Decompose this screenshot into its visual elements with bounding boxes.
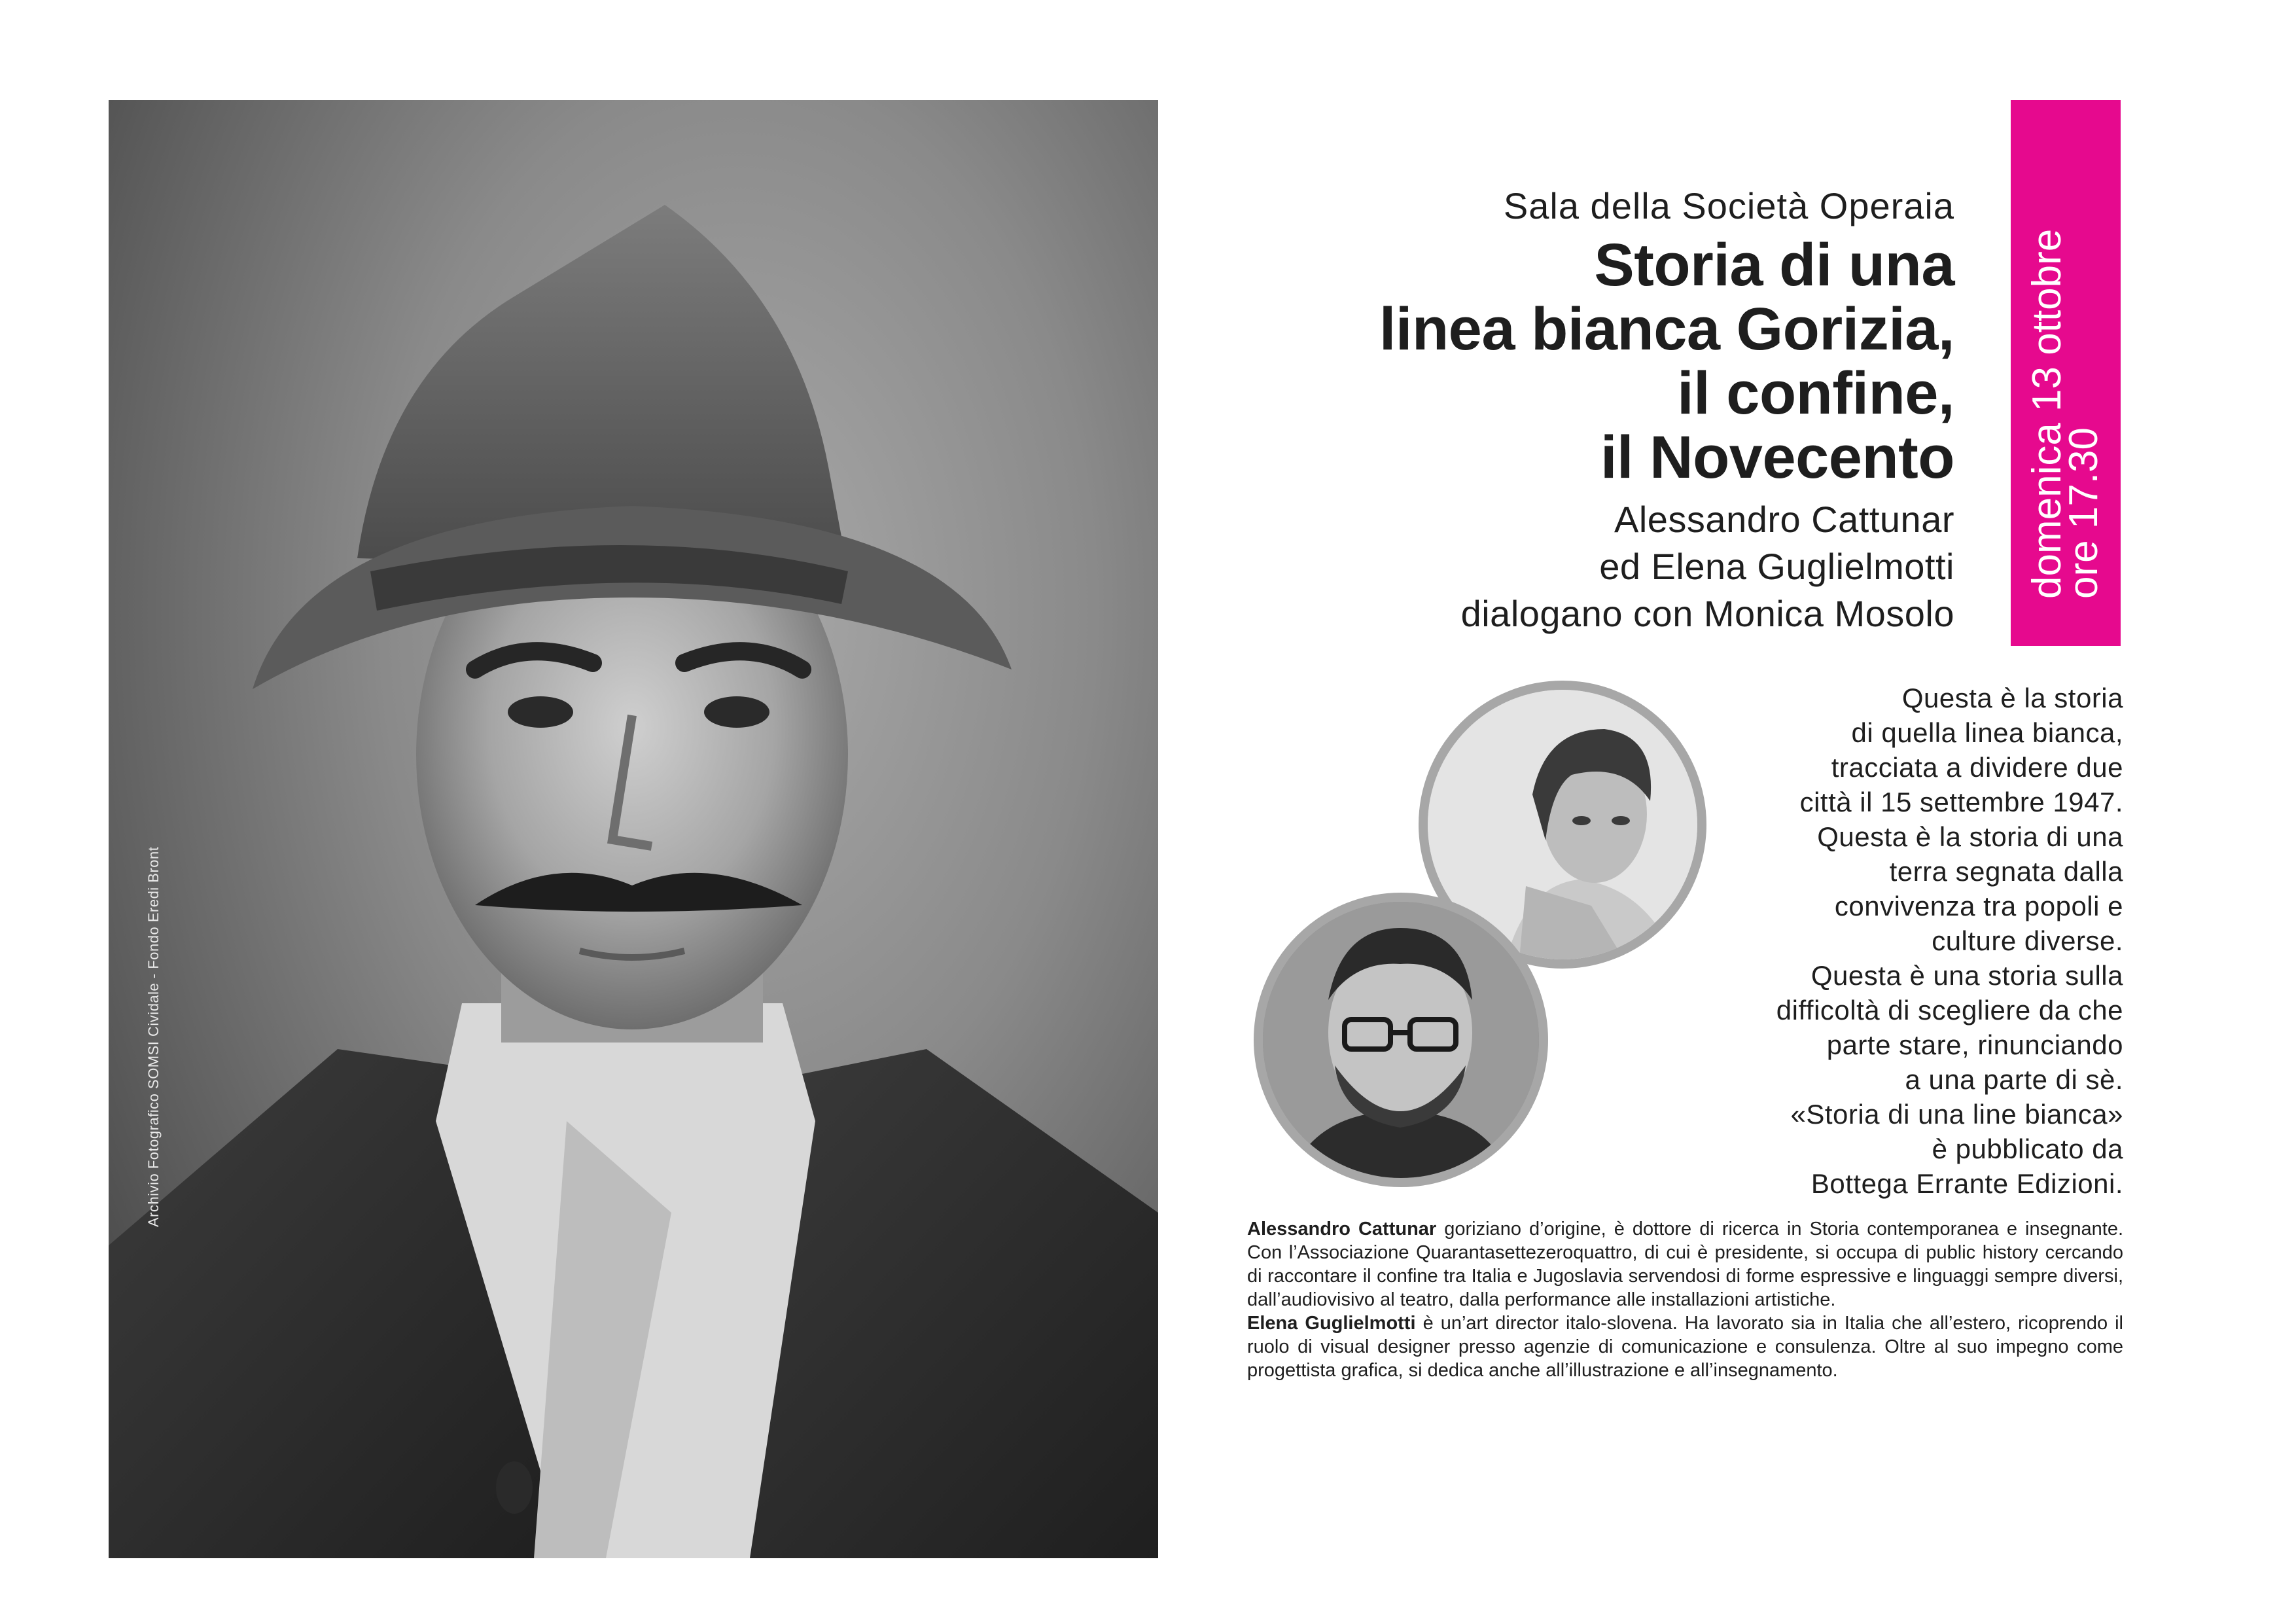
bio-elena-name: Elena Guglielmotti [1247,1313,1416,1334]
portrait-illustration [109,100,1158,1558]
bio-alessandro-name: Alessandro Cattunar [1247,1219,1437,1240]
description-line: Questa è la storia di una [1817,821,2123,852]
alessandro-cattunar-photo [1254,893,1548,1187]
event-title [1169,233,1954,490]
description-line: città il 15 settembre 1947. [1799,787,2123,817]
event-title-line: linea bianca Gorizia, [1379,296,1954,363]
speakers-line: Alessandro Cattunar [1614,499,1954,540]
speakers [1169,496,1954,637]
venue: Sala della Società Operaia [1503,185,1954,226]
description-line: parte stare, rinunciando [1826,1029,2123,1060]
description-line: «Storia di una line bianca» [1790,1099,2123,1130]
event-title-line: il Novecento [1600,424,1954,491]
bio-alessandro-text: goriziano d’origine, è dottore di ricerca in Storia contemporanea e insegnante. Con l’Associazione Quarantasettezeroquattro, di cui è presidente, si occupa di public history cercando di raccontare il confine tra Italia e Jugoslavia servendosi di forme espressive e linguaggi sempre diversi, dall’audiovisivo al teatro, dalla performance alle installazioni artistiche. [1247,1219,2123,1310]
description-line: è pubblicato da [1932,1133,2123,1164]
description-line: a una parte di sè. [1905,1064,2123,1095]
description-line: culture diverse. [1932,925,2123,956]
description-line: di quella linea bianca, [1851,717,2123,748]
event-title-line: Storia di una [1594,232,1954,298]
photo-credit: Archivio Fotografico SOMSI Cividale - Fondo Eredi Bront [145,846,162,1227]
description-line: difficoltà di scegliere da che [1776,995,2123,1026]
bio-alessandro [1247,1217,2123,1311]
bio-elena [1247,1311,2123,1382]
event-description [1665,681,2123,1201]
event-date-day: domenica 13 ottobre [2024,228,2070,599]
description-line: Bottega Errante Edizioni. [1810,1168,2123,1199]
event-title-line: il confine, [1677,360,1954,427]
alessandro-portrait-illustration [1263,902,1539,1178]
event-date-time: ore 17.30 [2061,427,2106,599]
description-line: Questa è la storia [1901,683,2123,713]
description-line: Questa è una storia sulla [1810,960,2123,991]
description-line: convivenza tra popoli e [1834,891,2123,921]
description-line: terra segnata dalla [1889,856,2123,887]
portrait-photo [109,100,1158,1558]
speakers-line: dialogano con Monica Mosolo [1460,593,1954,634]
author-bios [1247,1217,2123,1382]
bio-elena-text: è un’art director italo-slovena. Ha lavorato sia in Italia che all’estero, ricoprendo il ruolo di visual designer presso agenzie di comunicazione e consulenza. Oltre al suo impegno come progettista grafica, si dedica anche all’illustrazione e all’insegnamento. [1247,1313,2123,1381]
description-line: tracciata a dividere due [1831,752,2123,783]
event-header [1169,183,1954,637]
event-date [2024,228,2106,599]
speakers-line: ed Elena Guglielmotti [1599,546,1954,587]
